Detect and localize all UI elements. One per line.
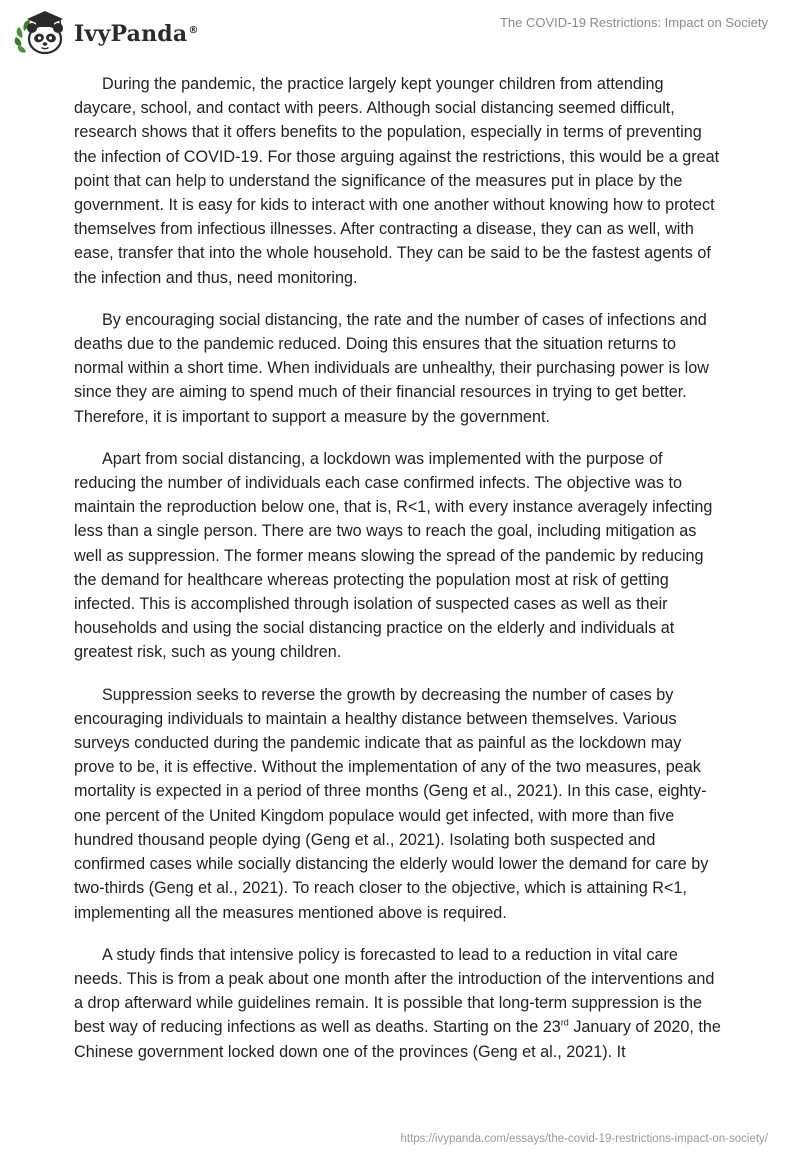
- paragraph: Suppression seeks to reverse the growth by decreasing the number of cases by encouraging individuals to maintain a healthy distance between themselves. Various surveys conducted during the pandemic indicate that as painful as the lockdown may prove to be, it is effective. Without the implementation of any of the two measures, peak mortality is expected in a period of three months (Geng et al., 2021). In this case, eighty-one percent of the United Kingdom populace would get infected, with more than five hundred thousand people dying (Geng et al., 2021). Isolating both suspected and confirmed cases while socially distancing the elderly would lower the demand for care by two-thirds (Geng et al., 2021). To reach closer to the objective, which is attaining R<1, implementing all the measures mentioned above is required.: [74, 685, 709, 922]
- ordinal-suffix: rd: [560, 1017, 569, 1028]
- brand-name: [74, 21, 199, 47]
- document-title: The COVID-19 Restrictions: Impact on Society: [499, 15, 768, 30]
- essay-body: [74, 72, 726, 1082]
- paragraph: [74, 943, 726, 1064]
- registered-mark: ®: [188, 24, 199, 36]
- paragraph: During the pandemic, the practice largely kept younger children from attending daycare, school, and contact with peers. Although social distancing seemed difficult, research shows that it offers benefits to the population, especially in terms of preventing the infection of COVID-19. For those arguing against the restrictions, this would be a great point that can help to understand the significance of the measures put in place by the government. It is easy for kids to interact with one another without knowing how to protect themselves from infectious illnesses. After contracting a disease, they can as well, with ease, transfer that into the whole household. They can be said to be the fastest agents of the infection and thus, need monitoring.: [74, 75, 720, 287]
- brand-name-text: IvyPanda: [74, 21, 188, 47]
- paragraph-text: A study finds that intensive policy is forecasted to lead to a reduction in vital care needs. This is from a peak about one month after the introduction of the interventions and a drop afterward while guidelines remain. It is possible that long-term suppression is the best way of reducing infections as well as deaths. Starting on the 23: [74, 945, 715, 1037]
- source-url[interactable]: https://ivypanda.com/essays/the-covid-19-restrictions-impact-on-society/: [400, 1133, 768, 1145]
- page-header: [0, 0, 800, 64]
- panda-graduation-cap-icon: [14, 8, 70, 58]
- paragraph: By encouraging social distancing, the rate and the number of cases of infections and deaths due to the pandemic reduced. Doing this ensures that the situation returns to normal within a short time. When individuals are unhealthy, their purchasing power is low since they are aiming to spend much of their financial resources in trying to get better. Therefore, it is important to support a measure by the government.: [74, 310, 709, 426]
- paragraph-text: January of 2020, the Chinese government locked down one of the provinces (Geng et al., 2021). It: [74, 1018, 721, 1061]
- ivypanda-logo[interactable]: [14, 8, 199, 58]
- paragraph: Apart from social distancing, a lockdown was implemented with the purpose of reducing the number of individuals each case confirmed infects. The objective was to maintain the reproduction below one, that is, R<1, with every instance averagely infecting less than a single person. There are two ways to reach the goal, including mitigation as well as suppression. The former means slowing the spread of the pandemic by reducing the demand for healthcare whereas protecting the population most at risk of getting infected. This is accomplished through isolation of suspected cases as well as their households and using the social distancing practice on the elderly and individuals at greatest risk, such as young children.: [74, 449, 713, 662]
